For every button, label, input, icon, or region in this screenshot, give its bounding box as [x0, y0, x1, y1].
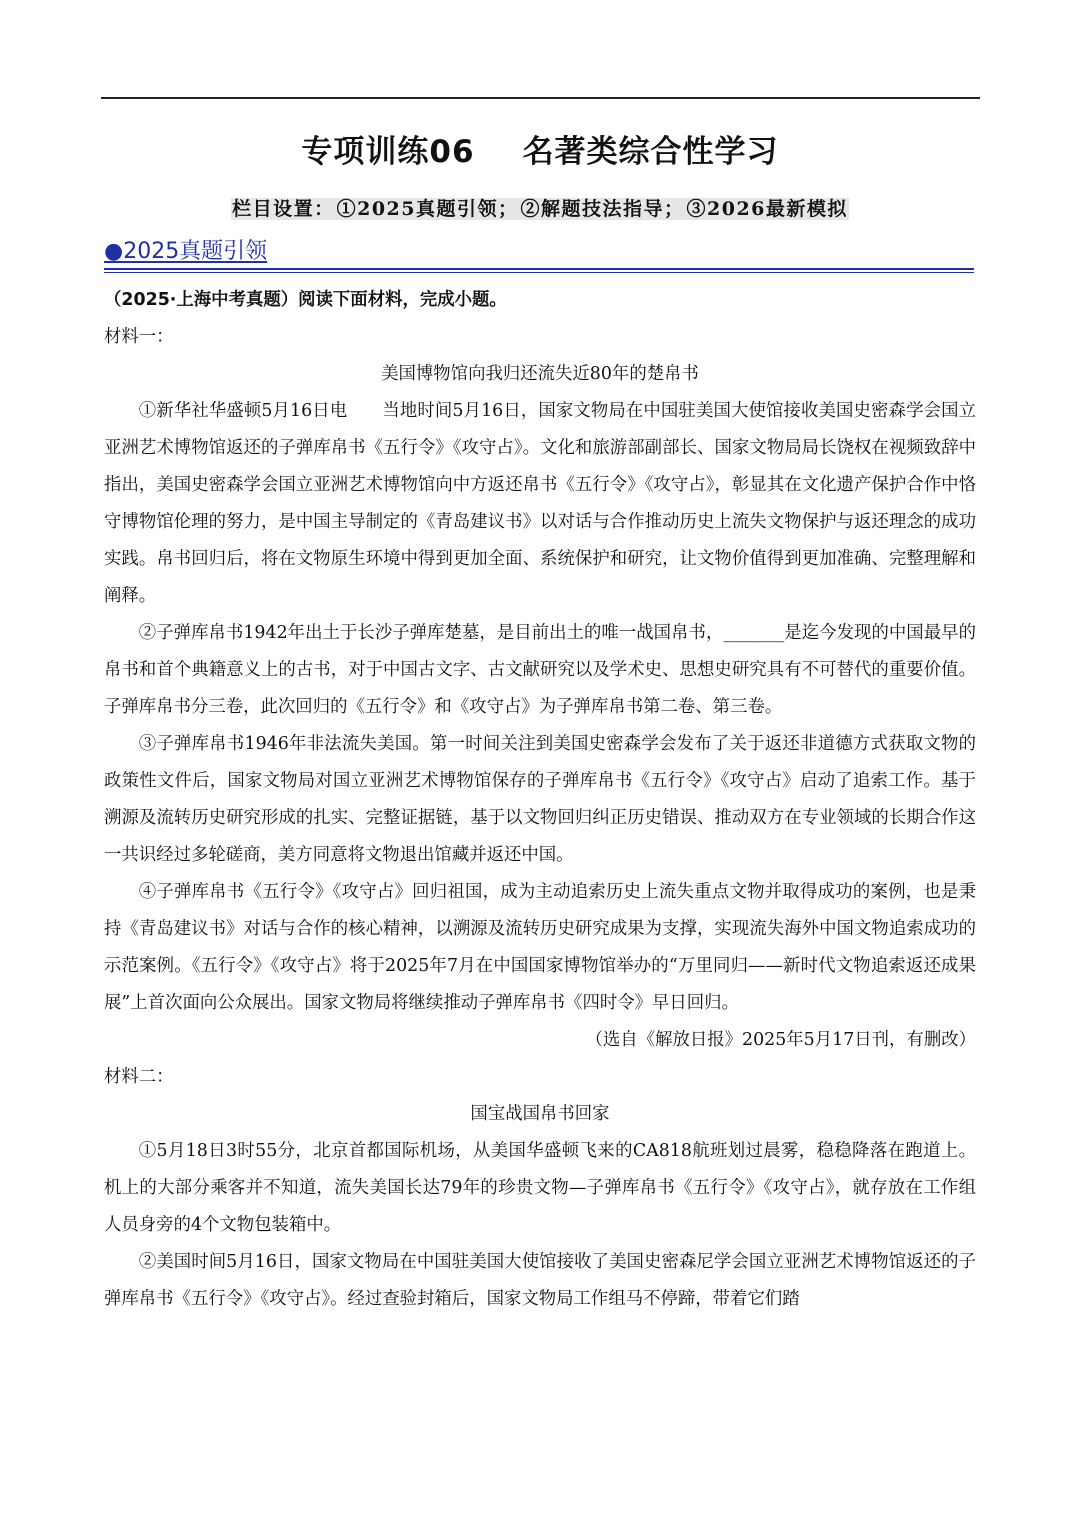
sections-bar [0, 194, 1080, 224]
material2-title: 国宝战国帛书回家 [470, 1104, 610, 1124]
title-part-1: 专项训练06 [301, 134, 475, 170]
header-rule [101, 97, 980, 99]
material2-label: 材料二： [104, 1067, 174, 1087]
material1-label: 材料一： [104, 327, 174, 347]
section-item-2: ②解题技法指导； [520, 198, 685, 220]
question-source: （2025·上海中考真题）阅读下面材料，完成小题。 [104, 290, 507, 310]
material1-paragraph: ④子弹库帛书《五行令》《攻守占》回归祖国，成为主动追索历史上流失重点文物并取得成功的案例，也是秉持《青岛建议书》对话与合作的核心精神，以溯源及流转历史研究成果为支撑，实现流失海外中国文物追索成功的示范案例。《五行令》《攻守占》将于2025年7月在中国国家博物馆举办的“万里同归——新时代文物追索返还成果展”上首次面向公众展出。国家文物局将继续推动子弹库帛书《四时令》早日回归。 [104, 882, 976, 1013]
document-body [104, 282, 976, 1318]
title-part-2: 名著类综合性学习 [522, 134, 779, 170]
material1-paragraph: ①新华社华盛顿5月16日电 当地时间5月16日，国家文物局在中国驻美国大使馆接收美国史密森学会国立亚洲艺术博物馆返还的子弹库帛书《五行令》《攻守占》。文化和旅游部副部长、国家文物局局长饶权在视频致辞中指出，美国史密森学会国立亚洲艺术博物馆向中方返还帛书《五行令》《攻守占》，彰显其在文化遗产保护合作中恪守博物馆伦理的努力，是中国主导制定的《青岛建议书》以对话与合作推动历史上流失文物保护与返还理念的成功实践。帛书回归后，将在文物原生环境中得到更加全面、系统保护和研究，让文物价值得到更加准确、完整理解和阐释。 [104, 401, 976, 606]
section-item-3: ③2026最新模拟 [686, 198, 848, 220]
material1-paragraph: ②子弹库帛书1942年出土于长沙子弹库楚墓，是目前出土的唯一战国帛书，_______是迄今发现的中国最早的帛书和首个典籍意义上的古书，对于中国古文字、古文献研究以及学术史、思想史研究具有不可替代的重要价值。子弹库帛书分三卷，此次回归的《五行令》和《攻守占》为子弹库帛书第二卷、第三卷。 [104, 623, 976, 717]
section-heading [104, 236, 974, 270]
material1-paragraph: ③子弹库帛书1946年非法流失美国。第一时间关注到美国史密森学会发布了关于返还非道德方式获取文物的政策性文件后，国家文物局对国立亚洲艺术博物馆保存的子弹库帛书《五行令》《攻守占》启动了追索工作。基于溯源及流转历史研究形成的扎实、完整证据链，基于以文物回归纠正历史错误、推动双方在专业领域的长期合作这一共识经过多轮磋商，美方同意将文物退出馆藏并返还中国。 [104, 734, 976, 865]
section-item-1: ①2025真题引领； [336, 198, 519, 220]
material1-title: 美国博物馆向我归还流失近80年的楚帛书 [381, 364, 699, 384]
material1-citation: （选自《解放日报》2025年5月17日刊，有删改） [585, 1030, 976, 1050]
page-title [0, 130, 1080, 174]
material2-paragraph: ①5月18日3时55分，北京首都国际机场，从美国华盛顿飞来的CA818航班划过晨雾，稳稳降落在跑道上。机上的大部分乘客并不知道，流失美国长达79年的珍贵文物—子弹库帛书《五行令》《攻守占》，就存放在工作组人员身旁的4个文物包装箱中。 [104, 1141, 976, 1235]
material2-paragraph: ②美国时间5月16日，国家文物局在中国驻美国大使馆接收了美国史密森尼学会国立亚洲艺术博物馆返还的子弹库帛书《五行令》《攻守占》。经过查验封箱后，国家文物局工作组马不停蹄，带着它们踏 [104, 1252, 976, 1309]
sections-prefix: 栏目设置： [232, 198, 335, 220]
section-heading-text: ●2025真题引领 [104, 239, 268, 264]
